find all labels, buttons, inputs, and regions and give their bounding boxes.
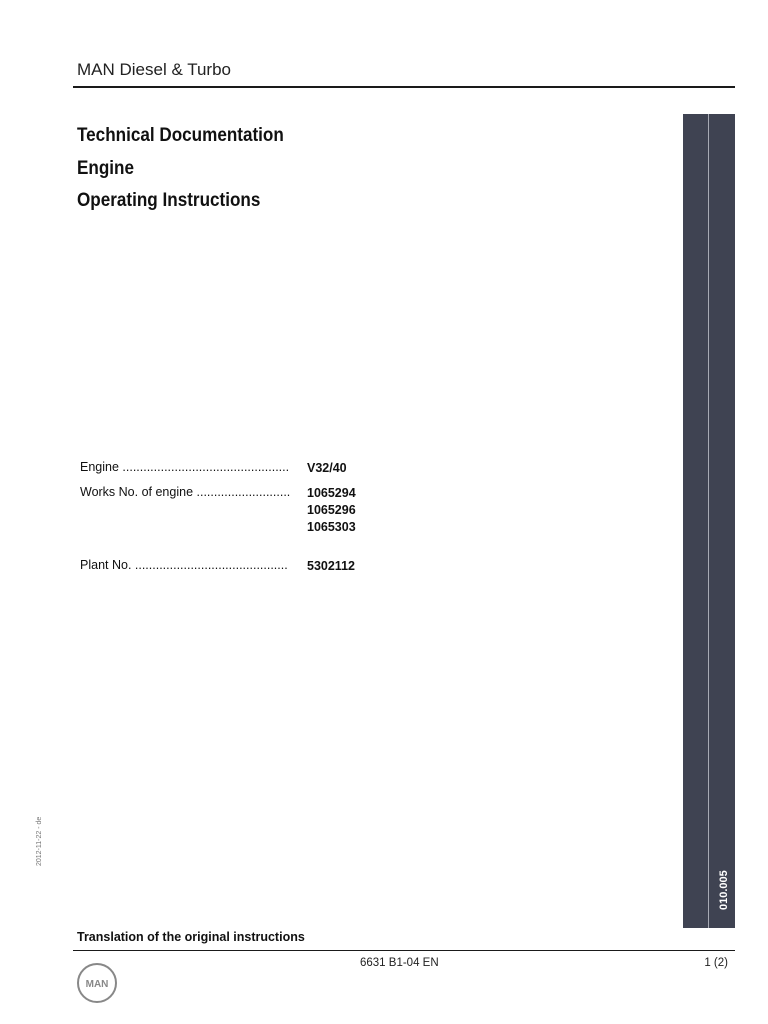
print-date: 2012-11-22 - de	[36, 816, 43, 866]
header-rule	[73, 86, 735, 88]
spec-label-plant-no: Plant No. ............................................	[80, 558, 288, 572]
document-number: 6631 B1-04 EN	[360, 957, 439, 969]
title-engine: Engine	[77, 157, 135, 179]
works-no-3: 1065303	[307, 520, 356, 534]
document-section-code: 010.005	[718, 870, 730, 910]
man-logo-text: MAN	[85, 979, 109, 990]
company-name: MAN Diesel & Turbo	[77, 60, 231, 79]
translation-note: Translation of the original instructions	[77, 930, 305, 944]
spec-label-works-no: Works No. of engine ...........................	[80, 485, 291, 499]
spec-value-engine: V32/40	[307, 461, 347, 475]
document-titles	[77, 120, 307, 218]
spec-value-plant-no: 5302112	[307, 559, 355, 573]
side-bar-divider	[708, 114, 709, 928]
side-bar	[683, 114, 735, 928]
title-operating-instructions: Operating Instructions	[77, 190, 261, 211]
man-logo	[76, 962, 118, 1004]
spec-value-works-no	[307, 485, 356, 536]
title-technical-documentation: Technical Documentation	[77, 125, 284, 146]
page-number: 1 (2)	[704, 957, 728, 969]
works-no-1: 1065294	[307, 486, 356, 500]
works-no-2: 1065296	[307, 503, 356, 517]
spec-label-engine: Engine ................................................	[80, 460, 290, 474]
footer-rule	[73, 950, 735, 951]
